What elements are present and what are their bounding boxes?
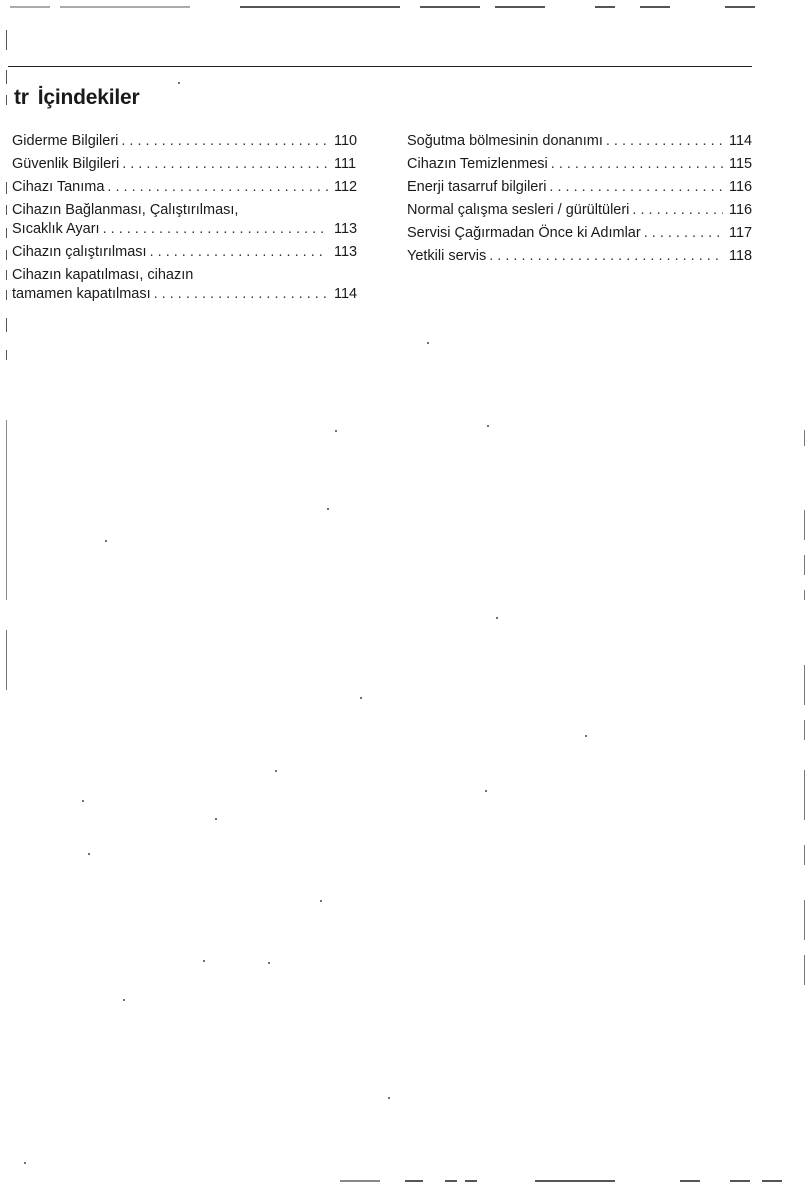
dot-leader (489, 247, 723, 266)
toc-right-column (407, 132, 756, 270)
toc-entry-line (12, 155, 361, 174)
toc-entry-title: Cihazın kapatılması, cihazın (12, 267, 194, 283)
language-code: tr (14, 86, 29, 109)
toc-page-number: 116 (729, 202, 753, 218)
toc-entry-title: Soğutma bölmesinin donanımı (407, 133, 603, 149)
toc-page-number: 118 (729, 248, 753, 264)
toc-entry-line (12, 178, 361, 197)
toc-page-number: 114 (729, 133, 753, 149)
dot-leader (154, 285, 328, 304)
toc-entry-title: Giderme Bilgileri (12, 133, 119, 149)
toc-page-number: 111 (334, 156, 357, 172)
dot-leader (122, 155, 328, 174)
toc-entry-title: Güvenlik Bilgileri (12, 156, 120, 172)
toc-entry-line (12, 220, 361, 239)
toc-page-number: 116 (729, 179, 753, 195)
page-title (14, 86, 139, 110)
toc-entry-title: Cihazın çalıştırılması (12, 244, 147, 260)
toc-page-number: 113 (334, 244, 358, 260)
toc-entry-line (407, 247, 756, 266)
header-rule (8, 66, 752, 67)
dot-leader (103, 220, 328, 239)
dot-leader (644, 224, 723, 243)
toc-page-number: 110 (334, 133, 358, 149)
toc-entry-line (12, 266, 361, 285)
toc-entry (407, 178, 756, 197)
dot-leader (551, 155, 723, 174)
dot-leader (150, 243, 328, 262)
toc-entry-line (407, 155, 756, 174)
dot-leader (121, 132, 328, 151)
toc-entry (407, 155, 756, 174)
toc-page-number: 115 (729, 156, 753, 172)
toc-entry (12, 201, 361, 239)
toc-entry-line (407, 178, 756, 197)
toc-entry-line (407, 201, 756, 220)
toc-entry-line (12, 201, 361, 220)
toc-entry-title: Yetkili servis (407, 248, 487, 264)
toc-entry-title: Servisi Çağırmadan Önce ki Adımlar (407, 225, 641, 241)
toc-page-number: 112 (334, 179, 358, 195)
toc-entry-title: Sıcaklık Ayarı (12, 221, 100, 237)
toc-entry-line (12, 132, 361, 151)
dot-leader (107, 178, 328, 197)
toc-entry-line (12, 285, 361, 304)
toc-entry (12, 243, 361, 262)
toc-entry (12, 178, 361, 197)
toc-entry-title: Cihazın Temizlenmesi (407, 156, 548, 172)
toc-entry-title: Enerji tasarruf bilgileri (407, 179, 547, 195)
toc-entry-title: Cihazı Tanıma (12, 179, 105, 195)
toc-entry (407, 224, 756, 243)
dot-leader (632, 201, 723, 220)
toc-entry (12, 155, 361, 174)
toc-page-number: 117 (729, 225, 753, 241)
toc-entry-line (407, 132, 756, 151)
title-text: İçindekiler (37, 86, 140, 109)
toc-entry (12, 132, 361, 151)
toc-entry-title: Normal çalışma sesleri / gürültüleri (407, 202, 630, 218)
dot-leader (606, 132, 723, 151)
dot-leader (549, 178, 723, 197)
toc-entry-title: tamamen kapatılması (12, 286, 151, 302)
toc-entry (407, 247, 756, 266)
toc-entry-title: Cihazın Bağlanması, Çalıştırılması, (12, 202, 239, 218)
toc-entry (407, 201, 756, 220)
toc-entry-line (407, 224, 756, 243)
toc-page-number: 114 (334, 286, 358, 302)
toc-entry (12, 266, 361, 304)
toc-page-number: 113 (334, 221, 358, 237)
toc-entry-line (12, 243, 361, 262)
toc-entry (407, 132, 756, 151)
toc-left-column (12, 132, 361, 308)
